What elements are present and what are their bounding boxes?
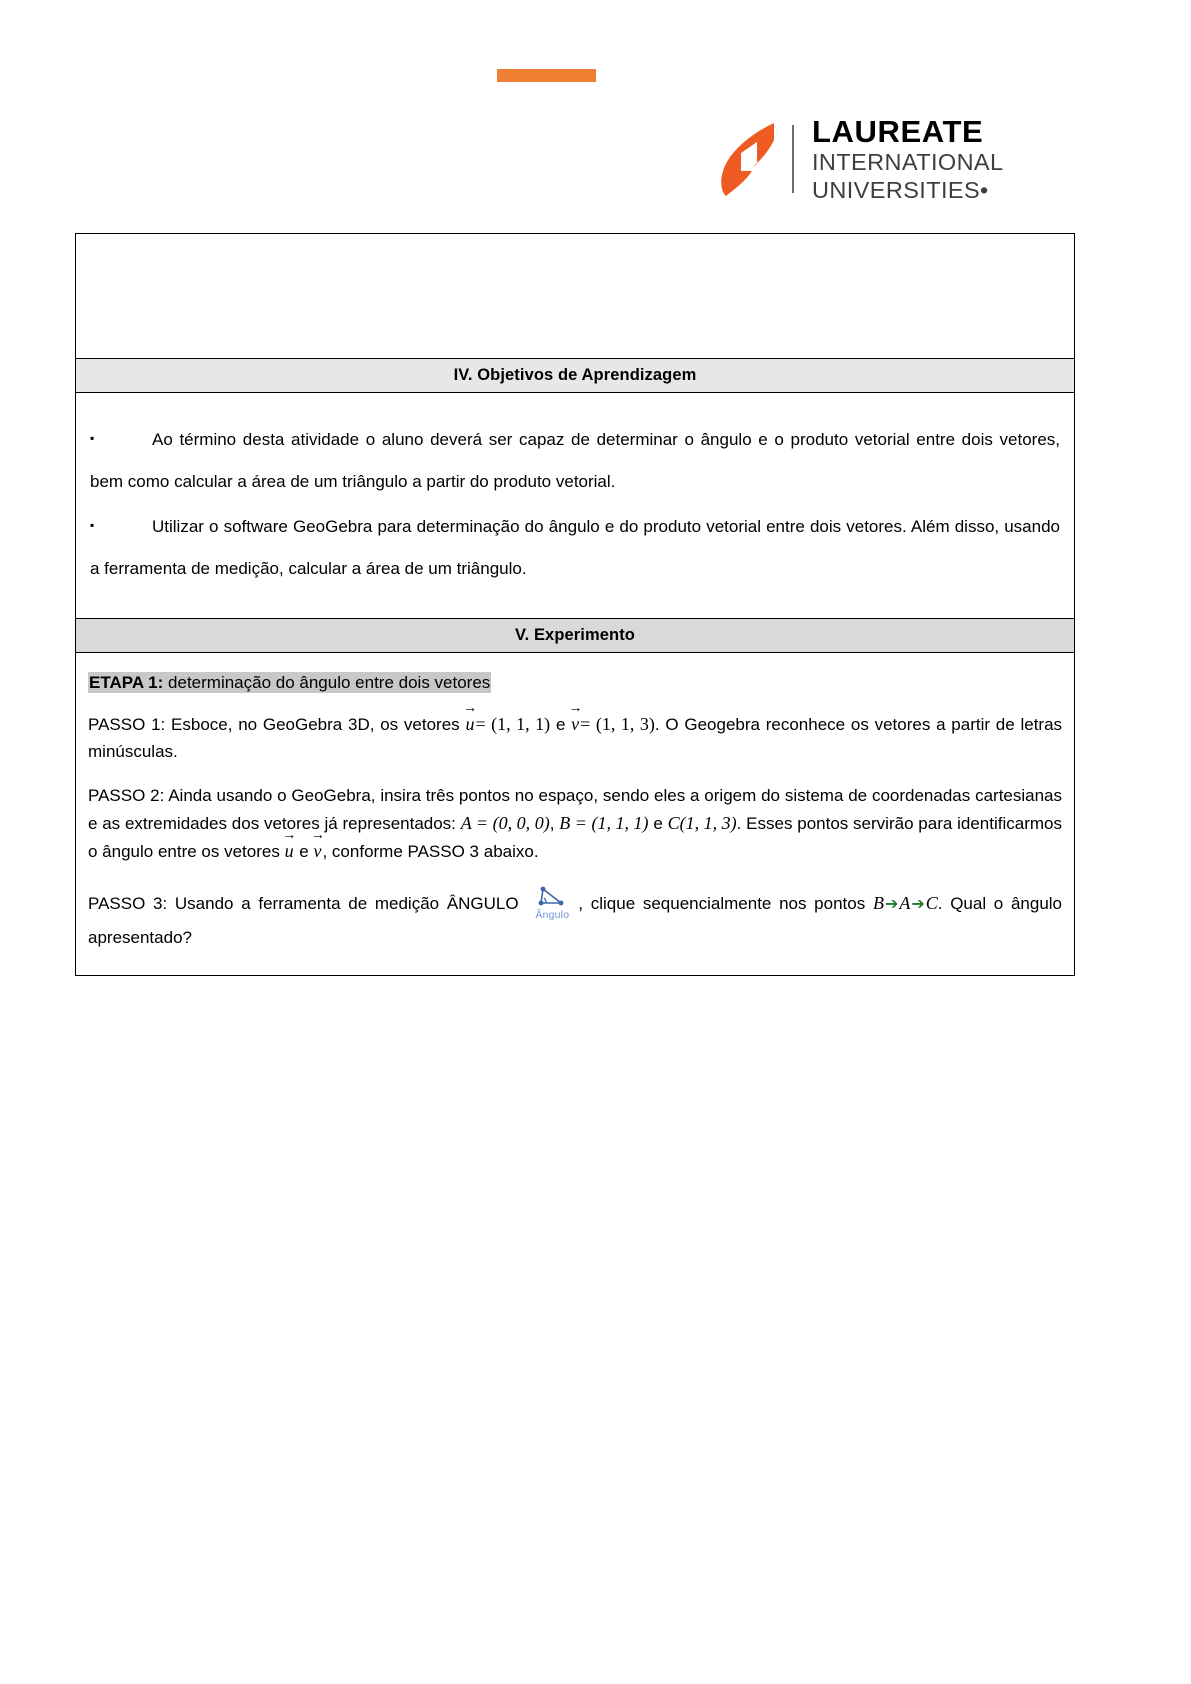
logo-line-international: INTERNATIONAL bbox=[812, 149, 1004, 175]
section-body-experimento bbox=[76, 653, 1074, 976]
passo-2-sep-1: , bbox=[549, 813, 560, 833]
section-heading-objetivos: IV. Objetivos de Aprendizagem bbox=[76, 359, 1074, 393]
logo-divider bbox=[792, 125, 794, 193]
laureate-logo bbox=[716, 114, 1004, 203]
logo-wordmark bbox=[812, 116, 1003, 202]
document-table bbox=[75, 233, 1075, 976]
objetivo-bullet-2-text: Utilizar o software GeoGebra para determinação do ângulo e do produto vetorial entre dois vetores. Além disso, usando a ferramenta de medição, calcular a área de um triângulo. bbox=[90, 517, 1060, 578]
passo-3-point-a: A bbox=[899, 892, 911, 913]
passo-2-text-part1: Ainda usando o GeoGebra, insira três pontos no espaço, sendo eles a origem do sistema de coordenadas cartesianas e as extremidades dos vetores já representados: bbox=[88, 786, 1063, 833]
passo-3-label: PASSO 3: bbox=[88, 893, 168, 913]
passo-2-vector-v: v → bbox=[313, 841, 322, 861]
objetivo-bullet-1-text: Ao término desta atividade o aluno deverá ser capaz de determinar o ângulo e o produto vetorial entre dois vetores, bem como calcular a área de um triângulo a partir do produto vetorial. bbox=[90, 430, 1060, 491]
passo-2-text-part2: . Esses pontos servirão para identificarmos o ângulo entre os vetores bbox=[88, 813, 1062, 861]
passo-1-vector-u: u →= (1, 1, 1) bbox=[465, 714, 550, 734]
passo-3-paragraph bbox=[88, 884, 1062, 952]
orange-accent-bar bbox=[497, 69, 596, 82]
passo-2-vector-u: u → bbox=[285, 841, 295, 861]
passo-1-conjunction: e bbox=[550, 715, 572, 735]
logo-line-laureate: LAUREATE bbox=[812, 114, 984, 149]
angle-tool-caption: Ângulo bbox=[535, 908, 570, 921]
passo-1-label: PASSO 1: bbox=[88, 715, 166, 735]
passo-1-vector-v: v →= (1, 1, 3) bbox=[571, 714, 655, 734]
passo-2-sep-2: e bbox=[648, 813, 668, 833]
section-heading-experimento: V. Experimento bbox=[76, 619, 1074, 653]
table-row-blank bbox=[76, 234, 1074, 359]
passo-2-point-c: C(1, 1, 3) bbox=[667, 812, 737, 833]
etapa-1-highlight bbox=[88, 672, 491, 693]
passo-3-text-part3: . Qual o ângulo apresentado? bbox=[88, 893, 1062, 947]
arrow-right-icon: ➔ bbox=[884, 893, 899, 913]
passo-1-text-part2: . O Geogebra reconhece os vetores a partir de letras minúsculas. bbox=[88, 715, 1063, 762]
objetivo-bullet-1 bbox=[90, 419, 1060, 502]
laureate-leaf-mark-icon bbox=[716, 121, 778, 197]
passo-1-text-part1: Esboce, no GeoGebra 3D, os vetores bbox=[165, 715, 466, 735]
etapa-1-text: determinação do ângulo entre dois vetores bbox=[163, 672, 491, 692]
passo-2-point-a: A = (0, 0, 0) bbox=[460, 812, 550, 833]
section-body-objetivos bbox=[76, 393, 1074, 619]
passo-1-paragraph bbox=[88, 711, 1062, 765]
passo-2-mid: e bbox=[294, 841, 314, 861]
passo-3-point-b: B bbox=[872, 892, 884, 913]
passo-3-point-c: C bbox=[925, 892, 938, 913]
passo-3-text-part2: , clique sequencialmente nos pontos bbox=[578, 893, 873, 913]
passo-2-text-part3: , conforme PASSO 3 abaixo. bbox=[322, 841, 539, 861]
arrow-right-icon: ➔ bbox=[911, 893, 925, 913]
etapa-1-label: ETAPA 1: bbox=[89, 672, 164, 692]
passo-2-label: PASSO 2: bbox=[88, 786, 165, 806]
angle-tool-icon[interactable] bbox=[526, 882, 578, 923]
objetivo-bullet-2 bbox=[90, 506, 1060, 589]
logo-line-universities: UNIVERSITIES• bbox=[812, 176, 989, 203]
etapa-1-line bbox=[88, 671, 1062, 696]
bullet-marker-icon bbox=[90, 419, 152, 461]
passo-2-paragraph bbox=[88, 783, 1062, 865]
angle-tool-glyph bbox=[526, 882, 578, 908]
passo-2-point-b: B = (1, 1, 1) bbox=[559, 812, 649, 833]
bullet-marker-icon bbox=[90, 506, 152, 548]
passo-3-text-part1: Usando a ferramenta de medição ÂNGULO bbox=[167, 893, 527, 913]
